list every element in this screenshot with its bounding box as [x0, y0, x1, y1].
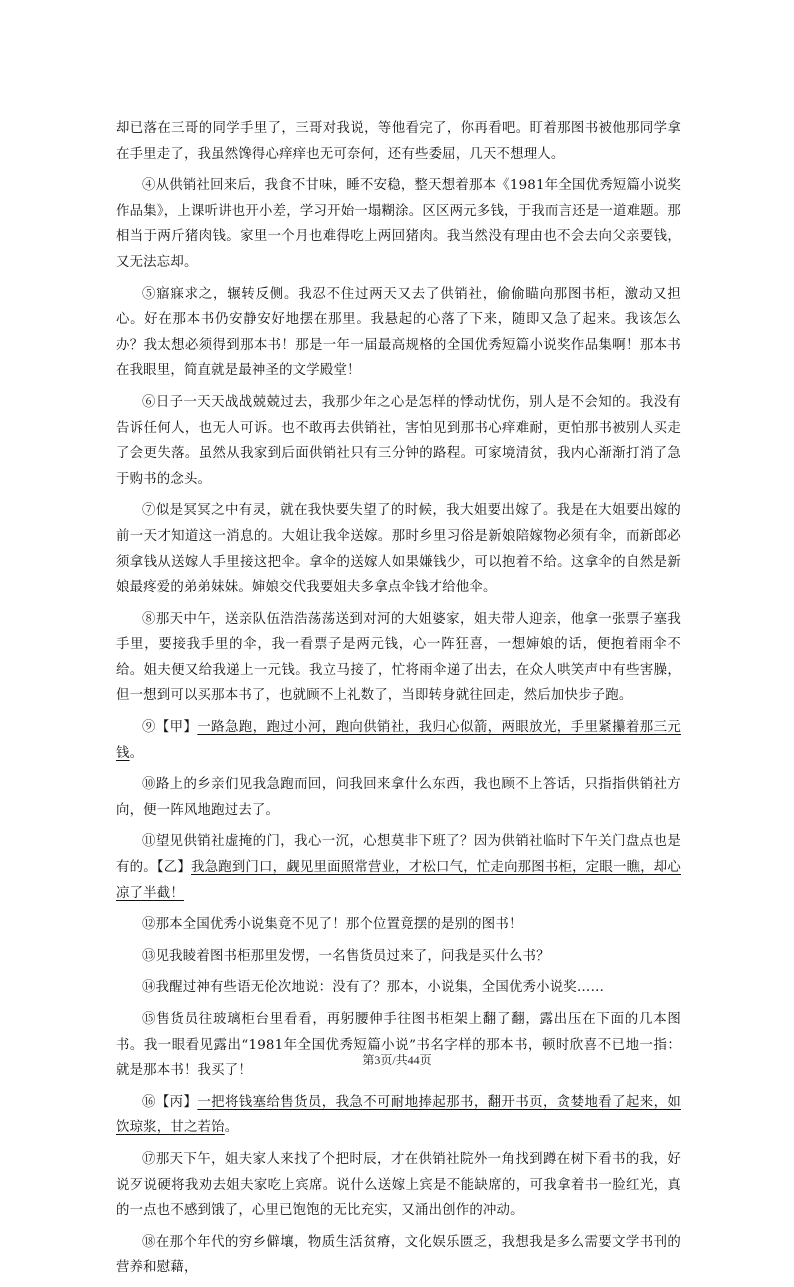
- paragraph-text: ⑥日子一天天战战兢兢过去，我那少年之心是怎样的悸动忧伤，别人是不会知的。我没有告诉任何人，也无人可诉。也不敢再去供销社，害怕见到那书心痒难耐，更怕那书被别人买走了会更失落。虽然从我家到后面供销社只有三分钟的路程。可家境清贫，我内心渐渐打消了急于购书的念头。: [116, 394, 681, 487]
- paragraph-11-yi: [116, 829, 681, 906]
- paragraph-10: [116, 772, 681, 823]
- paragraph-text: ⑦似是冥冥之中有灵，就在我快要失望了的时候，我大姐要出嫁了。我是在大姐要出嫁的前一天才知道这一消息的。大姐让我伞送嫁。那时乡里习俗是新娘陪嫁物必须有伞，而新郎必须拿钱从送嫁人手里接这把伞。拿伞的送嫁人如果嫌钱少，可以抱着不给。这拿伞的自然是新娘最疼爱的弟弟妹妹。婶娘交代我要姐夫多拿点伞钱才给他伞。: [116, 503, 681, 596]
- paragraph-13: [116, 944, 681, 970]
- paragraph-16-bing: [116, 1090, 681, 1141]
- paragraph-text: ⑩路上的乡亲们见我急跑而回，问我回来拿什么东西，我也顾不上答话，只指指供销社方向，便一阵风地跑过去了。: [116, 777, 681, 818]
- paragraph-12: [116, 912, 681, 938]
- paragraph-text: 却已落在三哥的同学手里了，三哥对我说，等他看完了，你再看吧。盯着那图书被他那同学拿在手里走了，我虽然馋得心痒痒也无可奈何，还有些委屈，几天不想理人。: [116, 121, 681, 162]
- paragraph-prefix: ⑨【甲】: [142, 720, 198, 736]
- paragraph-text: ⑧那天中午，送亲队伍浩浩荡荡送到对河的大姐婆家，姐夫带人迎亲，他拿一张票子塞我手里，要接我手里的伞，我一看票子是两元钱，心一阵狂喜，一想婶娘的话，便抱着雨伞不给。姐夫便又给我递上一元钱。我立马接了，忙将雨伞递了出去，在众人哄笑声中有些害臊，但一想到可以买那本书了，也就顾不上礼数了，当即转身就往回走，然后加快步子跑。: [116, 611, 681, 704]
- underlined-passage-bing: 一把将钱塞给售货员，我急不可耐地捧起那书，翻开书页，贪婪地看了起来，如饮琼浆，甘之若饴: [116, 1094, 681, 1136]
- paragraph-continuation: [116, 116, 681, 167]
- paragraph-text: ⑤寤寐求之，辗转反侧。我忍不住过两天又去了供销社，偷偷瞄向那图书柜，激动又担心。好在那本书仍安静安好地摆在那里。我悬起的心落了下来，随即又急了起来。我该怎么办？我太想必须得到那本书！那是一年一届最高规格的全国优秀短篇小说奖作品集啊！那本书在我眼里，简直就是最神圣的文学殿堂！: [116, 286, 681, 379]
- paragraph-text: ⑮售货员往玻璃柜台里看看，再躬腰伸手往图书柜架上翻了翻，露出压在下面的几本图书。我一眼看见露出“1981年全国优秀短篇小说”书名字样的那本书，顿时欣喜不已地一指：就是那本书！我买了！: [116, 1012, 681, 1079]
- paragraph-text: ④从供销社回来后，我食不甘味，睡不安稳，整天想着那本《1981年全国优秀短篇小说奖作品集》，上课听讲也开小差，学习开始一塌糊涂。区区两元多钱，于我而言还是一道难题。那相当于两斤猪肉钱。家里一个月也难得吃上两回猪肉。我当然没有理由也不会去向父亲要钱，又无法忘却。: [116, 178, 681, 270]
- article-body: [116, 116, 681, 1287]
- paragraph-7: [116, 498, 681, 600]
- page-number-footer: [0, 1051, 794, 1068]
- paragraph-9-jia: [116, 715, 681, 766]
- paragraph-14: [116, 975, 681, 1001]
- page-label: 第3页/共44页: [362, 1053, 432, 1067]
- paragraph-text: ⑬见我睖着图书柜那里发愣，一名售货员过来了，问我是买什么书？: [142, 948, 550, 964]
- paragraph-text: ⑫那本全国优秀小说集竟不见了！那个位置竟摆的是别的图书！: [142, 917, 523, 933]
- paragraph-17: [116, 1147, 681, 1224]
- paragraph-15: [116, 1007, 681, 1084]
- paragraph-suffix: 。: [224, 1120, 239, 1136]
- paragraph-text: ⑱在那个年代的穷乡僻壤，物质生活贫瘠，文化娱乐匮乏，我想我是多么需要文学书刊的营养和慰藉，: [116, 1234, 681, 1276]
- underlined-passage-yi: 我急跑到门口，觑见里面照常营业，才松口气，忙走向那图书柜，定眼一瞧，却心凉了半截！: [116, 860, 682, 901]
- paragraph-prefix: ⑯【丙】: [142, 1094, 198, 1110]
- paragraph-4: [116, 173, 681, 275]
- paragraph-6: [116, 390, 681, 492]
- paragraph-5: [116, 282, 681, 384]
- paragraph-suffix: 。: [129, 745, 144, 761]
- paragraph-8: [116, 607, 681, 709]
- paragraph-text: ⑭我醒过神有些语无伦次地说：没有了？那本，小说集，全国优秀小说奖……: [142, 980, 605, 996]
- paragraph-text: ⑰那天下午，姐夫家人来找了个把时辰，才在供销社院外一角找到蹲在树下看书的我，好说歹说硬将我劝去姐夫家吃上宾席。说什么送嫁上宾是不能缺席的，可我拿着书一脸红光，真的一点也不感到饿了，心里已饱饱的无比充实，又涌出创作的冲动。: [116, 1151, 681, 1219]
- paragraph-18: [116, 1230, 681, 1281]
- underlined-passage-jia: 一路急跑，跑过小河，跑向供销社，我归心似箭，两眼放光，手里紧攥着那三元钱: [116, 720, 681, 761]
- paragraph-prefix: ⑪望见供销社虚掩的门，我心一沉，心想莫非下班了？因为供销社临时下午关门盘点也是有的。【乙】: [116, 834, 681, 876]
